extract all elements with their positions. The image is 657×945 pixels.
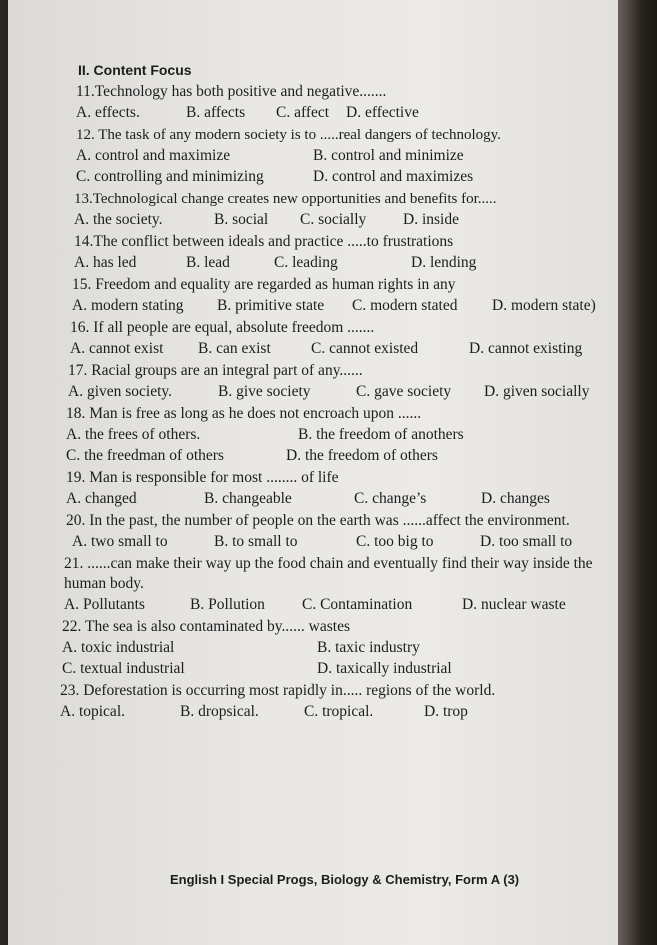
option-row	[72, 531, 607, 552]
question-12	[76, 125, 607, 187]
option-row	[76, 102, 607, 123]
option-c: C. socially	[300, 211, 367, 228]
option-a: A. cannot exist	[70, 340, 164, 357]
question-stem: 23. Deforestation is occurring most rapidly in..... regions of the world.	[60, 682, 496, 699]
option-row	[70, 338, 607, 359]
option-row	[62, 637, 607, 658]
option-row	[68, 381, 607, 402]
option-b: B. affects	[186, 104, 246, 121]
option-d: D. the freedom of others	[286, 447, 438, 464]
option-d: D. cannot existing	[469, 340, 583, 357]
option-d: D. too small to	[480, 533, 573, 550]
option-b: B. can exist	[198, 340, 271, 357]
option-b: B. changeable	[204, 490, 292, 507]
option-c: C. gave society	[356, 383, 452, 400]
question-23	[60, 681, 607, 722]
option-a: A. has led	[74, 254, 137, 271]
option-row	[66, 488, 607, 509]
option-d: D. taxically industrial	[317, 660, 452, 677]
option-a: A. toxic industrial	[62, 639, 175, 656]
option-b: B. lead	[186, 254, 230, 271]
question-13	[74, 189, 607, 230]
option-d: D. modern state)	[492, 297, 596, 314]
question-22	[62, 617, 607, 679]
option-c: C. textual industrial	[62, 660, 185, 677]
question-21	[64, 554, 607, 615]
option-row	[66, 424, 607, 445]
option-d: D. control and maximizes	[313, 168, 474, 185]
option-b: B. the freedom of anothers	[298, 426, 464, 443]
option-c: C. change’s	[354, 490, 427, 507]
option-b: B. control and minimize	[313, 147, 464, 164]
option-c: C. modern stated	[352, 297, 458, 314]
option-c: C. leading	[274, 254, 338, 271]
question-stem: 15. Freedom and equality are regarded as human rights in any	[72, 276, 456, 293]
option-a: A. Pollutants	[64, 596, 145, 613]
question-18	[66, 404, 607, 466]
option-b: B. Pollution	[190, 596, 265, 613]
question-19	[66, 468, 607, 509]
page-footer: English I Special Progs, Biology & Chemistry, Form A (3)	[170, 872, 520, 887]
option-c: C. Contamination	[302, 596, 413, 613]
option-d: D. changes	[481, 490, 550, 507]
option-row	[76, 166, 607, 187]
question-stem: 14.The conflict between ideals and practice .....to frustrations	[74, 233, 454, 250]
option-d: D. inside	[403, 211, 459, 228]
question-stem: 11.Technology has both positive and negative.......	[76, 83, 387, 100]
option-row	[76, 145, 607, 166]
option-a: A. given society.	[68, 383, 173, 400]
question-stem: 12. The task of any modern society is to .....real dangers of technology.	[76, 127, 501, 143]
question-11	[76, 82, 607, 123]
option-row	[60, 701, 607, 722]
option-c: C. affect	[276, 104, 330, 121]
option-c: C. cannot existed	[311, 340, 419, 357]
option-d: D. nuclear waste	[462, 596, 566, 613]
option-d: D. trop	[424, 703, 468, 720]
option-b: B. dropsical.	[180, 703, 259, 720]
question-stem: 19. Man is responsible for most ........ of life	[66, 469, 339, 486]
question-17	[68, 361, 607, 402]
option-d: D. lending	[411, 254, 477, 271]
option-a: A. two small to	[72, 533, 168, 550]
option-b: B. primitive state	[217, 297, 325, 314]
option-b: B. social	[214, 211, 269, 228]
option-d: D. given socially	[484, 383, 590, 400]
question-stem: 17. Racial groups are an integral part of any......	[68, 362, 363, 379]
option-a: A. changed	[66, 490, 137, 507]
content-focus-section	[62, 62, 607, 724]
option-b: B. taxic industry	[317, 639, 420, 656]
question-stem: 22. The sea is also contaminated by...... wastes	[62, 618, 350, 635]
question-15	[72, 275, 607, 316]
question-14	[74, 232, 607, 273]
section-heading: II. Content Focus	[78, 62, 192, 78]
question-stem: 20. In the past, the number of people on the earth was ......affect the environment.	[66, 512, 570, 529]
option-row	[72, 295, 607, 316]
option-c: C. tropical.	[304, 703, 374, 720]
option-a: A. control and maximize	[76, 147, 231, 164]
option-c: C. controlling and minimizing	[76, 168, 264, 185]
question-20	[66, 511, 607, 552]
option-row	[62, 658, 607, 679]
question-stem: 21. ......can make their way up the food chain and eventually find their way inside the human body.	[64, 555, 593, 592]
option-a: A. the frees of others.	[66, 426, 201, 443]
option-row	[74, 209, 607, 230]
page-edge-shadow	[618, 0, 657, 945]
option-d: D. effective	[346, 104, 419, 121]
option-b: B. to small to	[214, 533, 298, 550]
option-row	[74, 252, 607, 273]
option-a: A. topical.	[60, 703, 125, 720]
question-16	[70, 318, 607, 359]
option-a: A. modern stating	[72, 297, 184, 314]
question-stem: 16. If all people are equal, absolute freedom .......	[70, 319, 375, 336]
option-a: A. effects.	[76, 104, 140, 121]
option-row	[64, 594, 607, 615]
option-c: C. too big to	[356, 533, 434, 550]
option-c: C. the freedman of others	[66, 447, 224, 464]
option-row	[66, 445, 607, 466]
question-stem: 13.Technological change creates new opportunities and benefits for.....	[74, 191, 497, 207]
option-b: B. give society	[218, 383, 311, 400]
question-stem: 18. Man is free as long as he does not encroach upon ......	[66, 405, 422, 422]
option-a: A. the society.	[74, 211, 163, 228]
